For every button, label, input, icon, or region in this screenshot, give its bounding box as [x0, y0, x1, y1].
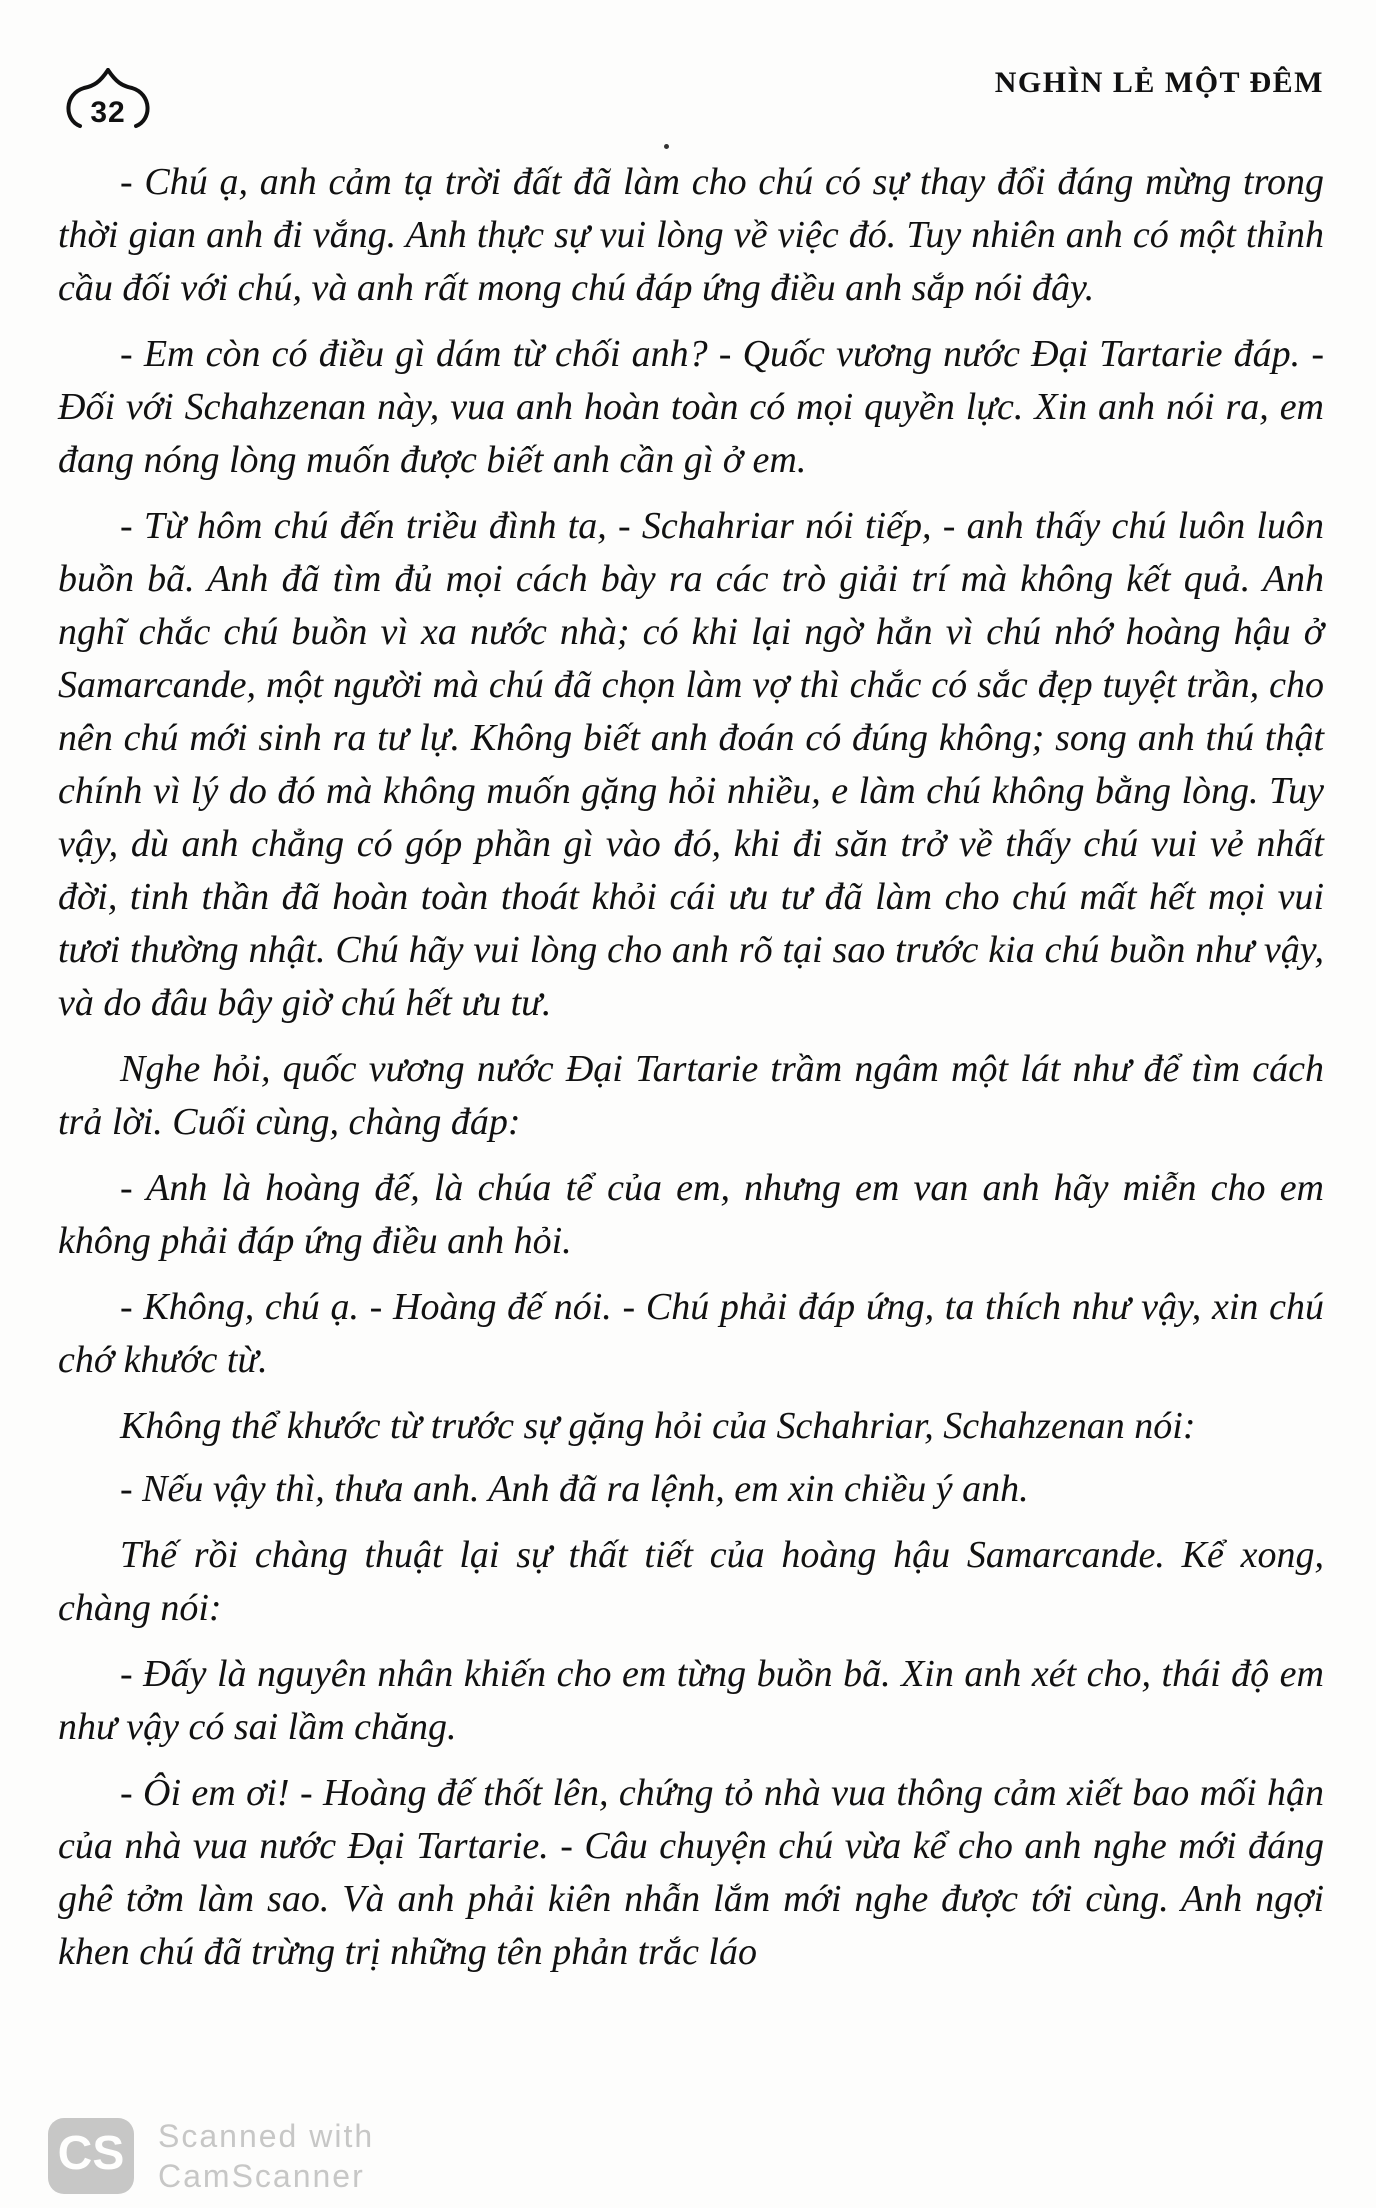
- paragraph: - Từ hôm chú đến triều đình ta, - Schahriar nói tiếp, - anh thấy chú luôn luôn buồn bã. Anh đã tìm đủ mọi cách bày ra các trò giải trí mà không kết quả. Anh nghĩ chắc chú buồn vì xa nước nhà; có khi lại ngờ hẳn vì chú nhớ hoàng hậu ở Samarcande, một người mà chú đã chọn làm vợ thì chắc có sắc đẹp tuyệt trần, cho nên chú mới sinh ra tư lự. Không biết anh đoán có đúng không; song anh thú thật chính vì lý do đó mà không muốn gặng hỏi nhiều, e làm chú không bằng lòng. Tuy vậy, dù anh chẳng có góp phần gì vào đó, khi đi săn trở về thấy chú vui vẻ nhất đời, tinh thần đã hoàn toàn thoát khỏi cái ưu tư đã làm cho chú mất hết mọi vui tươi thường nhật. Chú hãy vui lòng cho anh rõ tại sao trước kia chú buồn như vậy, và do đâu bây giờ chú hết ưu tư.: [58, 505, 1324, 1024]
- page-number: 32: [90, 96, 126, 129]
- paragraph: - Nếu vậy thì, thưa anh. Anh đã ra lệnh, em xin chiều ý anh.: [120, 1468, 1029, 1510]
- paragraph: - Không, chú ạ. - Hoàng đế nói. - Chú phải đáp ứng, ta thích như vậy, xin chú chớ khước từ.: [58, 1286, 1324, 1381]
- page-header: [58, 48, 1338, 138]
- paragraph: - Chú ạ, anh cảm tạ trời đất đã làm cho chú có sự thay đổi đáng mừng trong thời gian anh đi vắng. Anh thực sự vui lòng về việc đó. Tuy nhiên anh có một thỉnh cầu đối với chú, và anh rất mong chú đáp ứng điều anh sắp nói đây.: [58, 161, 1324, 309]
- paragraph: Nghe hỏi, quốc vương nước Đại Tartarie trầm ngâm một lát như để tìm cách trả lời. Cuối cùng, chàng đáp:: [58, 1048, 1324, 1143]
- camscanner-watermark: [48, 2118, 468, 2198]
- paragraph: - Em còn có điều gì dám từ chối anh? - Quốc vương nước Đại Tartarie đáp. - Đối với Schahzenan này, vua anh hoàn toàn có mọi quyền lực. Xin anh nói ra, em đang nóng lòng muốn được biết anh cần gì ở em.: [58, 333, 1324, 481]
- paragraph: - Anh là hoàng đế, là chúa tể của em, nhưng em van anh hãy miễn cho em không phải đáp ứng điều anh hỏi.: [58, 1167, 1324, 1262]
- running-title: NGHÌN LẺ MỘT ĐÊM: [994, 66, 1324, 99]
- page-number-badge: [58, 68, 158, 138]
- body-text: [58, 156, 1324, 1992]
- paragraph: Không thể khước từ trước sự gặng hỏi của Schahriar, Schahzenan nói:: [120, 1405, 1196, 1447]
- paragraph: Thế rồi chàng thuật lại sự thất tiết của hoàng hậu Samarcande. Kể xong, chàng nói:: [58, 1534, 1324, 1629]
- paragraph: - Ôi em ơi! - Hoàng đế thốt lên, chứng tỏ nhà vua thông cảm xiết bao mối hận của nhà vua nước Đại Tartarie. - Câu chuyện chú vừa kể cho anh nghe mới đáng ghê tởm làm sao. Và anh phải kiên nhẫn lắm mới nghe được tới cùng. Anh ngợi khen chú đã trừng trị những tên phản trắc láo: [58, 1772, 1324, 1973]
- scan-speck: [664, 144, 669, 149]
- paragraph: - Đấy là nguyên nhân khiến cho em từng buồn bã. Xin anh xét cho, thái độ em như vậy có sai lầm chăng.: [58, 1653, 1324, 1748]
- camscanner-logo-icon: [48, 2118, 134, 2194]
- watermark-line-1: Scanned with: [158, 2118, 375, 2154]
- watermark-line-2: CamScanner: [158, 2158, 365, 2194]
- camscanner-logo-text: CS: [57, 2127, 125, 2180]
